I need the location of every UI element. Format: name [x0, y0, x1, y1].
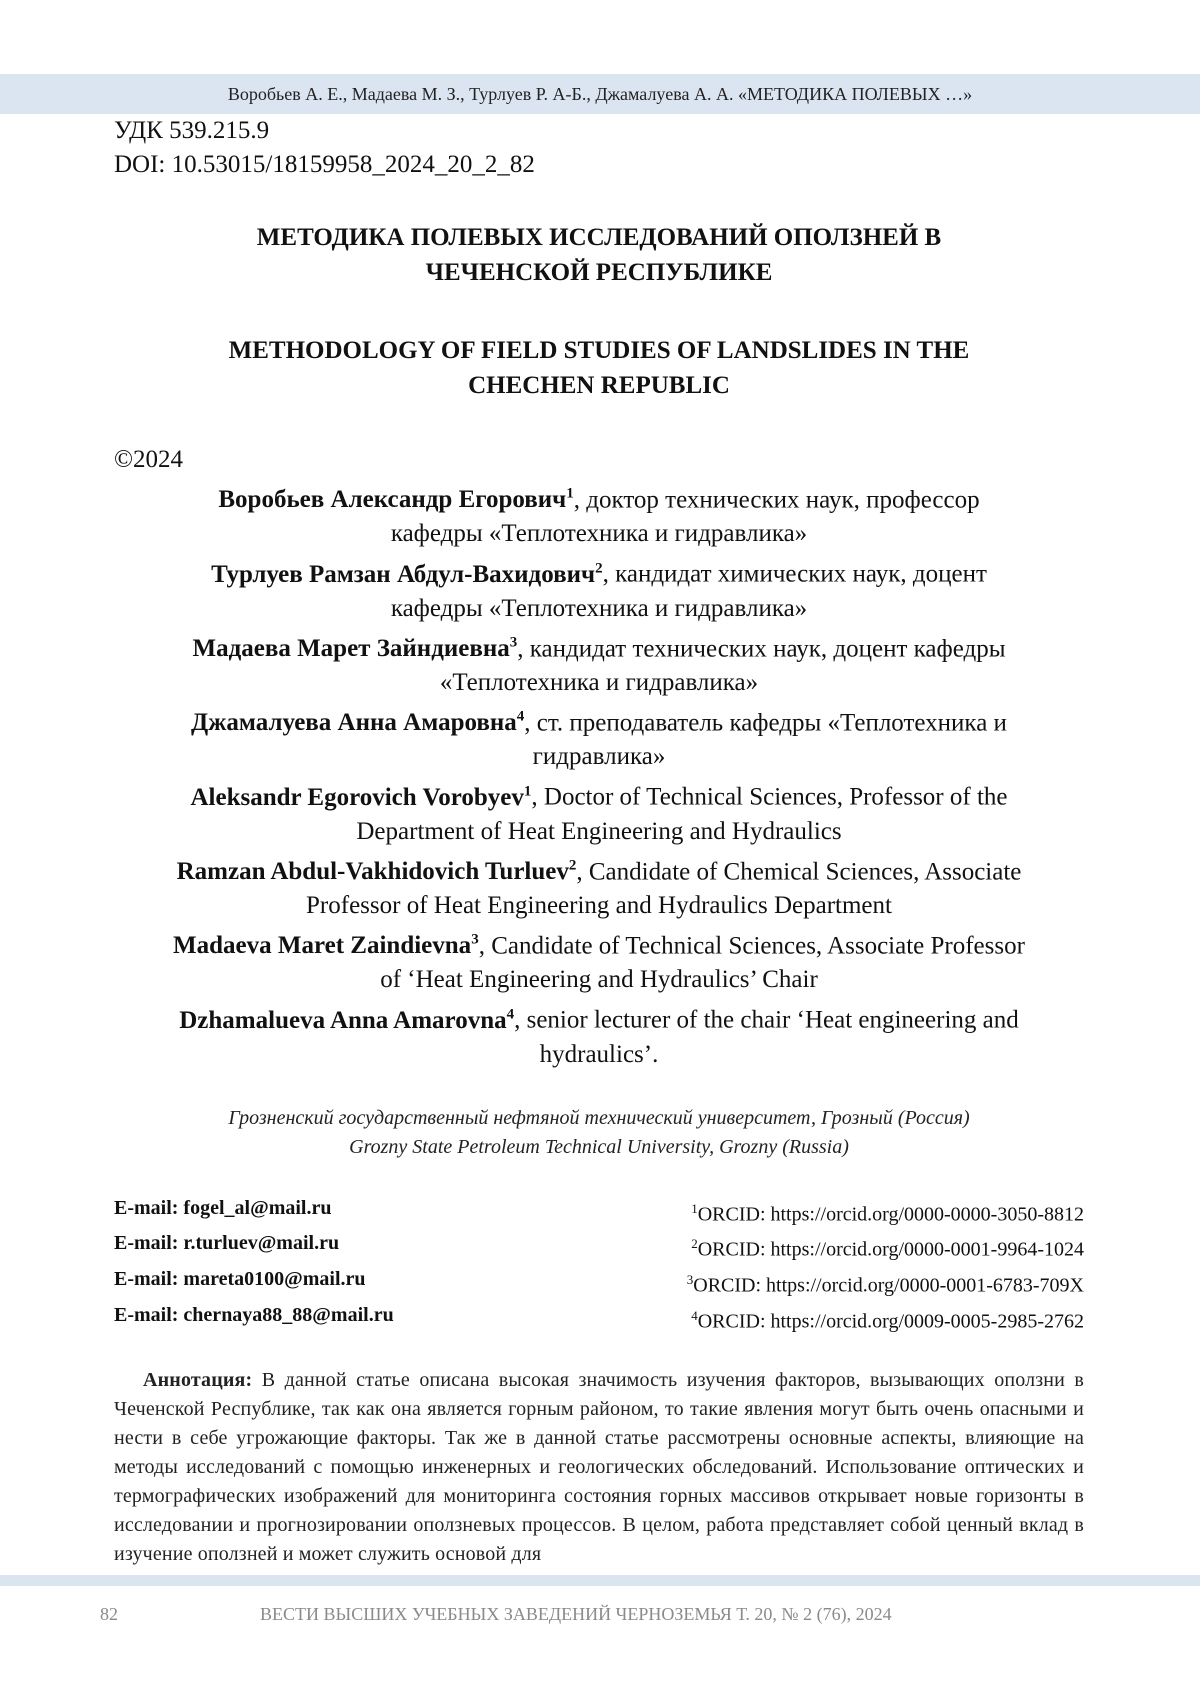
author-name: Ramzan Abdul-Vakhidovich Turluev: [176, 857, 569, 885]
abstract-label: Аннотация:: [143, 1369, 253, 1392]
doi: DOI: 10.53015/18159958_2024_20_2_82: [114, 151, 535, 178]
author-superscript: 2: [568, 857, 577, 874]
email-address[interactable]: E-mail: r.turluev@mail.ru: [114, 1232, 340, 1255]
running-header-band: [0, 74, 1200, 114]
author-superscript: 4: [516, 708, 525, 725]
author-entry: [114, 626, 1084, 700]
orcid-text: ORCID: https://orcid.org/0009-0005-2985-2762: [697, 1310, 1084, 1333]
author-department: Department of Heat Engineering and Hydraulics: [356, 817, 842, 845]
author-department: «Теплотехника и гидравлика»: [439, 668, 759, 696]
email-address[interactable]: E-mail: mareta0100@mail.ru: [114, 1267, 366, 1290]
orcid-superscript: 2: [691, 1236, 698, 1252]
author-department: гидравлика»: [532, 743, 666, 771]
orcid-link[interactable]: [687, 1265, 1084, 1301]
page-number: 82: [100, 1604, 118, 1624]
author-position: , Candidate of Technical Sciences, Associate Professor: [478, 932, 1025, 960]
author-name: Aleksandr Egorovich Vorobyev: [190, 783, 524, 811]
journal-name: ВЕСТИ ВЫСШИХ УЧЕБНЫХ ЗАВЕДЕНИЙ ЧЕРНОЗЕМЬЯ Т. 20, № 2 (76), 2024: [260, 1604, 892, 1624]
author-entry: [114, 477, 1084, 551]
author-position: , Doctor of Technical Sciences, Professor of the: [531, 783, 1008, 811]
author-superscript: 4: [506, 1006, 515, 1023]
udk-code: УДК 539.215.9: [114, 117, 270, 144]
author-name: Турлуев Рамзан Абдул-Вахидович: [211, 560, 596, 588]
affiliation-ru: Грозненский государственный нефтяной технический университет, Грозный (Россия): [228, 1106, 970, 1129]
orcid-text: ORCID: https://orcid.org/0000-0001-6783-709X: [693, 1274, 1084, 1297]
author-name: Madaeva Maret Zaindievna: [173, 932, 472, 960]
author-name: Воробьев Александр Егорович: [218, 486, 567, 514]
orcid-link[interactable]: [687, 1194, 1084, 1230]
orcid-text: ORCID: https://orcid.org/0000-0000-3050-8812: [697, 1203, 1084, 1226]
author-department: hydraulics’.: [539, 1040, 659, 1068]
author-list: [114, 477, 1084, 1072]
orcid-link[interactable]: [687, 1301, 1084, 1337]
author-department: of ‘Heat Engineering and Hydraulics’ Chair: [380, 966, 818, 994]
author-position: , senior lecturer of the chair ‘Heat engineering and: [514, 1006, 1019, 1034]
author-entry: [114, 923, 1084, 997]
orcid-superscript: 1: [691, 1200, 698, 1216]
copyright: ©2024: [114, 446, 183, 473]
author-department: кафедры «Теплотехника и гидравлика»: [390, 520, 808, 548]
author-superscript: 3: [509, 634, 518, 651]
page-footer: [0, 1596, 1200, 1636]
title-en: [114, 333, 1084, 403]
author-position: , доктор технических наук, профессор: [573, 486, 980, 514]
author-name: Dzhamalueva Anna Amarovna: [179, 1006, 507, 1034]
author-position: , кандидат технических наук, доцент кафедры: [517, 634, 1006, 662]
author-entry: [114, 551, 1084, 625]
author-position: , Candidate of Chemical Sciences, Associate: [576, 857, 1022, 885]
author-superscript: 1: [523, 783, 532, 800]
footer-band: [0, 1575, 1200, 1586]
email-address[interactable]: E-mail: fogel_al@mail.ru: [114, 1196, 332, 1219]
affiliation-en: Grozny State Petroleum Technical University, Grozny (Russia): [349, 1135, 849, 1158]
author-name: Мадаева Марет Зайндиевна: [192, 634, 510, 662]
author-superscript: 3: [471, 931, 479, 948]
running-header: Воробьев А. Е., Мадаева М. З., Турлуев Р. А-Б., Джамалуева А. А. «МЕТОДИКА ПОЛЕВЫХ …»: [227, 83, 973, 104]
orcid-text: ORCID: https://orcid.org/0000-0001-9964-1024: [697, 1238, 1084, 1261]
title-en-line: CHECHEN REPUBLIC: [468, 372, 730, 399]
title-ru: [114, 220, 1084, 290]
affiliation: [114, 1104, 1084, 1162]
page-content: [114, 114, 1084, 1569]
author-name: Джамалуева Анна Амаровна: [191, 709, 517, 737]
abstract-text: В данной статье описана высокая значимость изучения факторов, вызывающих оползни в Чеченской Республике, так как она является горным районом, то такие явления могут быть очень опасными и нести в себе угрожающие факторы. Так же в данной статье рассмотрены основные аспекты, влияющие на методы исследований с помощью инженерных и геологических обследований. Использование оптических и термографических изображений для мониторинга состояния горных массивов открывает новые горизонты в исследовании и прогнозировании оползневых процессов. В целом, работа представляет собой ценный вклад в изучение оползней и может служить основой для: [114, 1369, 1084, 1566]
author-position: , ст. преподаватель кафедры «Теплотехника и: [524, 709, 1007, 737]
orcid-superscript: 4: [691, 1307, 698, 1323]
author-position: , кандидат химических наук, доцент: [602, 560, 987, 588]
abstract: [114, 1366, 1084, 1569]
title-en-line: METHODOLOGY OF FIELD STUDIES OF LANDSLIDES IN THE: [228, 337, 970, 364]
author-entry: [114, 774, 1084, 848]
title-ru-line: ЧЕЧЕНСКОЙ РЕСПУБЛИКЕ: [425, 259, 773, 286]
author-entry: [114, 700, 1084, 774]
author-superscript: 2: [595, 560, 603, 577]
email-address[interactable]: E-mail: chernaya88_88@mail.ru: [114, 1303, 394, 1326]
author-department: Professor of Heat Engineering and Hydraulics Department: [306, 891, 892, 919]
orcid-link[interactable]: [687, 1229, 1084, 1265]
author-department: кафедры «Теплотехника и гидравлика»: [390, 594, 808, 622]
contacts: [114, 1194, 1084, 1337]
author-entry: [114, 849, 1084, 923]
orcid-superscript: 3: [686, 1271, 694, 1287]
title-ru-line: МЕТОДИКА ПОЛЕВЫХ ИССЛЕДОВАНИЙ ОПОЛЗНЕЙ В: [256, 224, 942, 251]
author-entry: [114, 997, 1084, 1071]
author-superscript: 1: [566, 486, 574, 502]
